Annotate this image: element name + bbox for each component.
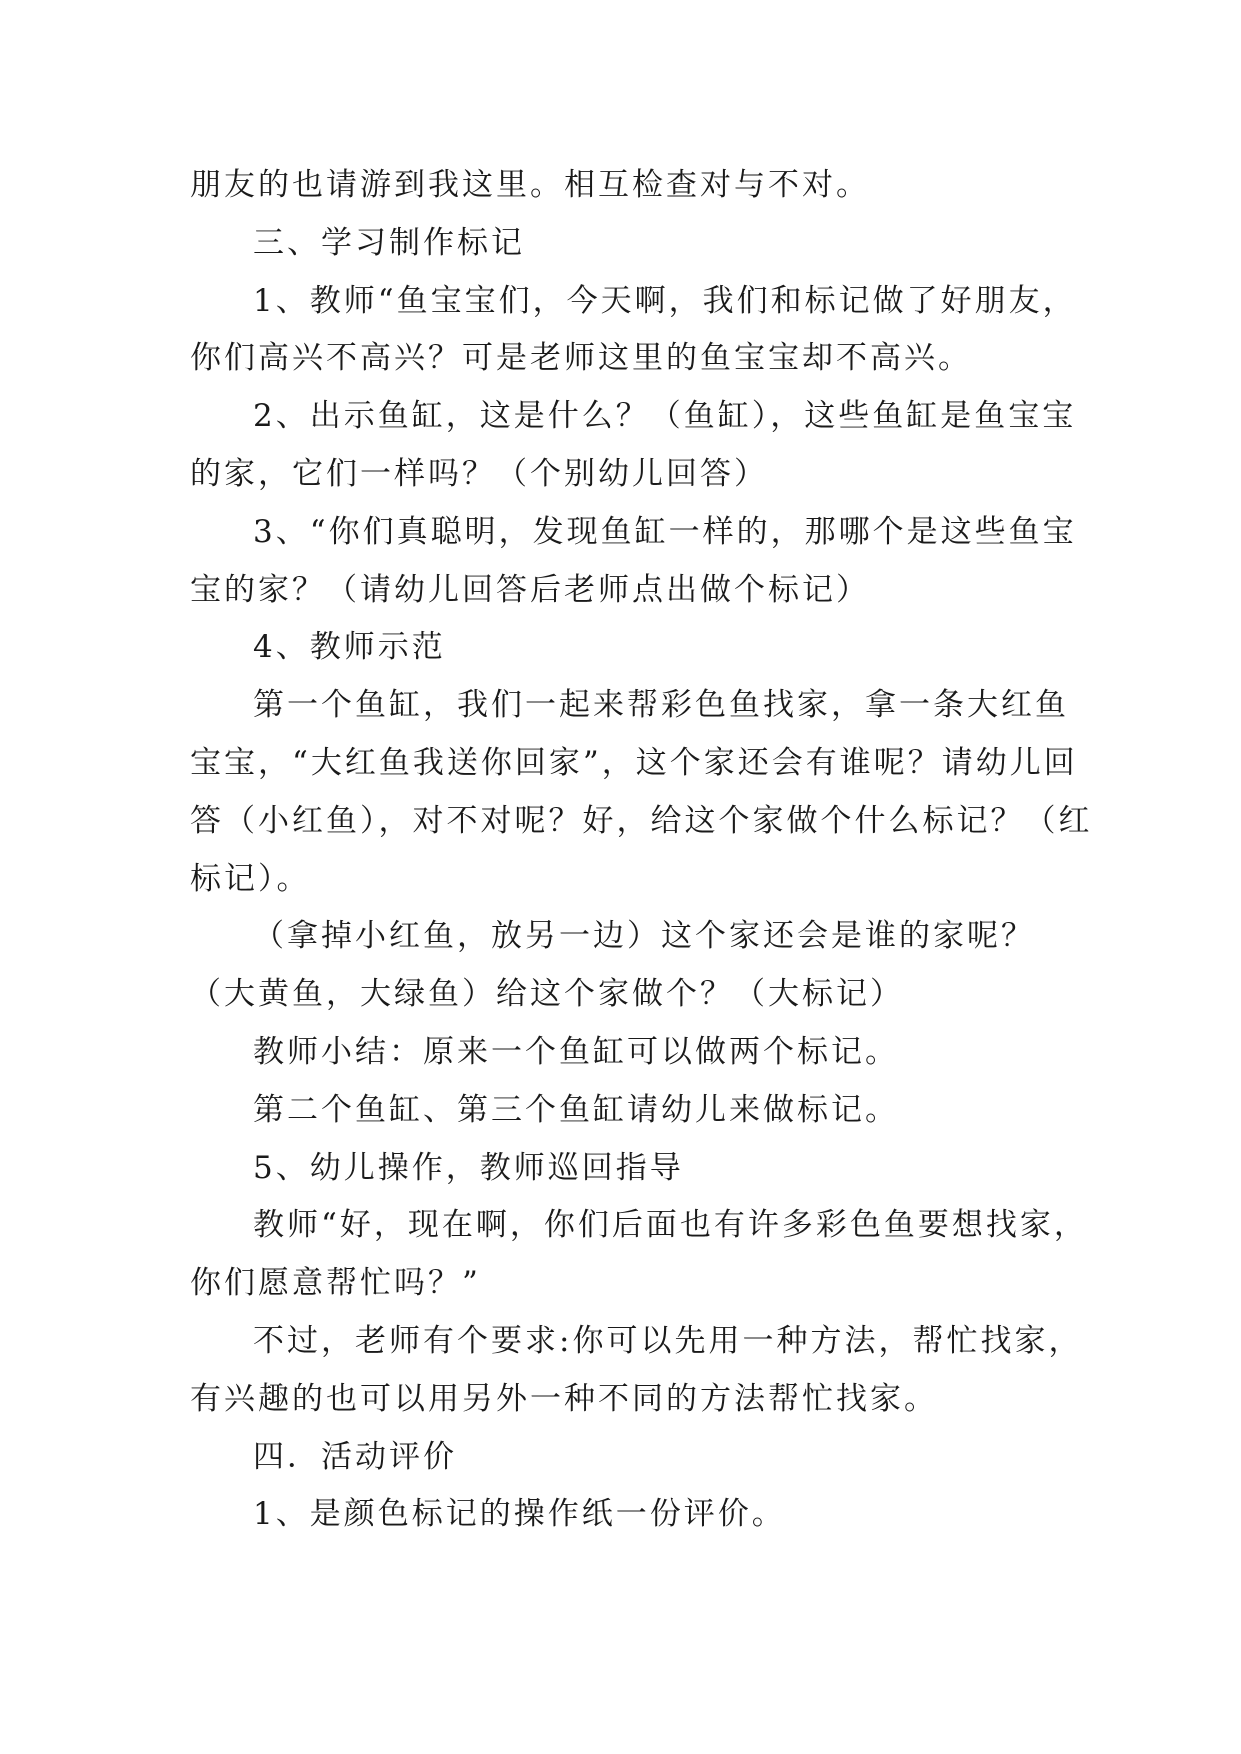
text-line: 朋友的也请游到我这里。相互检查对与不对。 bbox=[190, 167, 870, 203]
text-line: 你们愿意帮忙吗？” bbox=[190, 1265, 481, 1302]
document-body bbox=[190, 157, 1093, 1544]
text-line: 第一个鱼缸，我们一起来帮彩色鱼找家，拿一条大红鱼 bbox=[253, 687, 1069, 724]
text-line: 教师“好，现在啊，你们后面也有许多彩色鱼要想找家， bbox=[253, 1207, 1088, 1244]
text-line: （大黄鱼，大绿鱼）给这个家做个？（大标记） bbox=[190, 976, 904, 1013]
text-line: 3、“你们真聪明，发现鱼缸一样的，那哪个是这些鱼宝 bbox=[253, 513, 1077, 550]
text-line: 你们高兴不高兴？可是老师这里的鱼宝宝却不高兴。 bbox=[190, 340, 972, 377]
text-line: 1、是颜色标记的操作纸一份评价。 bbox=[253, 1496, 786, 1533]
text-line: 宝宝，“大红鱼我送你回家”，这个家还会有谁呢？请幼儿回 bbox=[190, 744, 1078, 781]
text-line: 答（小红鱼），对不对呢？好，给这个家做个什么标记？（红 bbox=[190, 802, 1093, 839]
text-line: 5、幼儿操作，教师巡回指导 bbox=[253, 1149, 684, 1186]
text-line: 4、教师示范 bbox=[253, 629, 446, 666]
text-line: 教师小结：原来一个鱼缸可以做两个标记。 bbox=[253, 1033, 899, 1070]
text-line: 的家，它们一样吗？（个别幼儿回答） bbox=[190, 455, 768, 492]
text-line: 1、教师“鱼宝宝们，今天啊，我们和标记做了好朋友， bbox=[253, 282, 1077, 319]
text-line: 第二个鱼缸、第三个鱼缸请幼儿来做标记。 bbox=[253, 1091, 899, 1128]
text-line: 不过，老师有个要求:你可以先用一种方法，帮忙找家， bbox=[253, 1322, 1083, 1359]
text-line: 标记）。 bbox=[190, 860, 311, 897]
text-line: 2、出示鱼缸，这是什么？（鱼缸），这些鱼缸是鱼宝宝 bbox=[253, 398, 1077, 435]
text-line: 四．活动评价 bbox=[253, 1438, 457, 1475]
text-line: 有兴趣的也可以用另外一种不同的方法帮忙找家。 bbox=[190, 1380, 938, 1417]
text-line: 宝的家？（请幼儿回答后老师点出做个标记） bbox=[190, 571, 870, 608]
text-line: （拿掉小红鱼，放另一边）这个家还会是谁的家呢？ bbox=[253, 918, 1035, 955]
text-line: 三、学习制作标记 bbox=[253, 224, 525, 261]
